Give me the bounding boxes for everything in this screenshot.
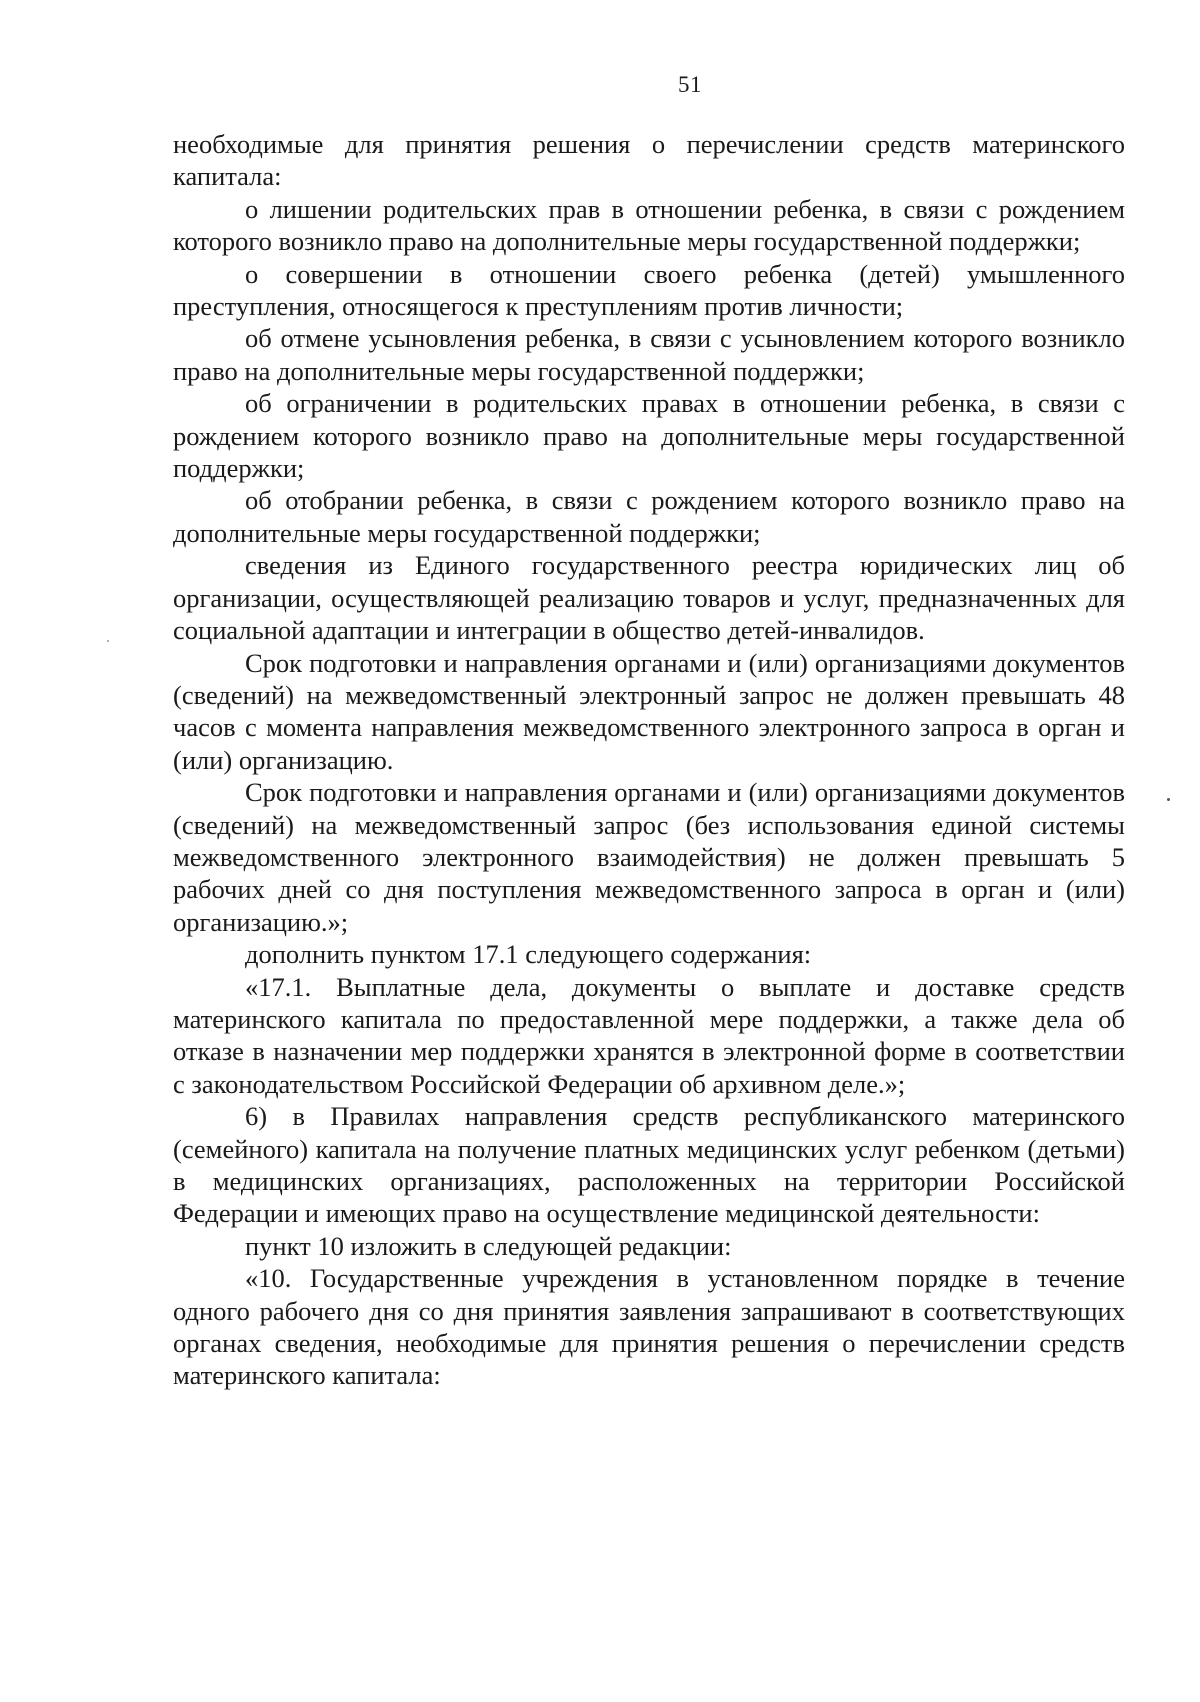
page-number: 51 — [678, 72, 702, 97]
paragraph: об ограничении в родительских правах в отношении ребенка, в связи с рождением которого возникло право на дополнительные меры государственной поддержки; — [173, 388, 1125, 484]
paragraph: сведения из Единого государственного реестра юридических лиц об организации, осуществляющей реализацию товаров и услуг, предназначенных для социальной адаптации и интеграции в общество детей-инвалидов. — [173, 550, 1125, 646]
paragraph: Срок подготовки и направления органами и (или) организациями документов (сведений) на межведомственный запрос (без использования единой системы межведомственного электронного взаимодействия) не должен превышать 5 рабочих дней со дня поступления межведомственного запроса в орган и (или) организацию.»; — [173, 777, 1125, 937]
paragraph: о лишении родительских прав в отношении ребенка, в связи с рождением которого возникло право на дополнительные меры государственной поддержки; — [173, 193, 1125, 257]
scan-speck — [107, 640, 109, 642]
paragraph: пункт 10 изложить в следующей редакции: — [245, 1230, 732, 1261]
document-body — [173, 128, 1125, 1392]
scan-speck — [1167, 798, 1170, 801]
paragraph: об отмене усыновления ребенка, в связи с усыновлением которого возникло право на дополнительные меры государственной поддержки; — [173, 323, 1125, 386]
paragraph: дополнить пунктом 17.1 следующего содержания: — [245, 939, 812, 970]
paragraph: необходимые для принятия решения о перечислении средств материнского капитала: — [173, 129, 1125, 192]
paragraph: «10. Государственные учреждения в установленном порядке в течение одного рабочего дня со дня принятия заявления запрашивают в соответствующих органах сведения, необходимые для принятия решения о перечислении средств материнского капитала: — [173, 1263, 1125, 1391]
paragraph: 6) в Правилах направления средств республиканского материнского (семейного) капитала на получение платных медицинских услуг ребенком (детьми) в медицинских организациях, расположенных на территории Российской Федерации и имеющих право на осуществление медицинской деятельности: — [173, 1101, 1125, 1229]
paragraph: о совершении в отношении своего ребенка (детей) умышленного преступления, относящегося к преступлениям против личности; — [173, 258, 1125, 322]
paragraph: «17.1. Выплатные дела, документы о выплате и доставке средств материнского капитала по предоставленной мере поддержки, а также дела об отказе в назначении мер поддержки хранятся в электронной форме в соответствии с законодательством Российской Федерации об архивном деле.»; — [173, 971, 1125, 1099]
paragraph: об отобрании ребенка, в связи с рождением которого возникло право на дополнительные меры государственной поддержки; — [173, 485, 1125, 548]
paragraph: Срок подготовки и направления органами и (или) организациями документов (сведений) на межведомственный электронный запрос не должен превышать 48 часов с момента направления межведомственного электронного запроса в орган и (или) организацию. — [173, 647, 1125, 775]
